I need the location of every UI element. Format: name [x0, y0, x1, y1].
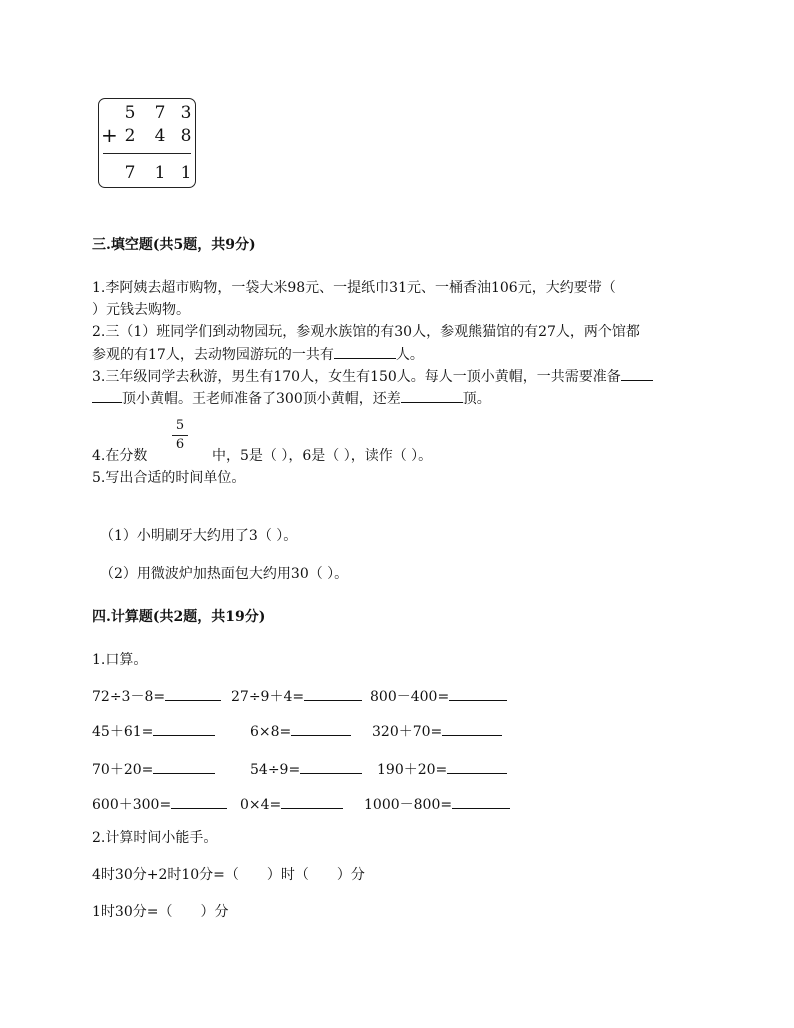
calc-item: 320＋70= — [372, 724, 443, 740]
calc-row — [250, 721, 351, 742]
answer-blank[interactable] — [153, 721, 215, 736]
fraction-bar — [172, 435, 188, 436]
q4-suffix: 中，5是（ ），6是（ ），读作（ ）。 — [212, 448, 433, 464]
addend2-digit-ones: 8 — [180, 126, 192, 146]
calc-q1: 1.口算。 — [92, 652, 148, 668]
q1-line1: 1.李阿姨去超市购物，一袋大米98元、一提纸巾31元、一桶香油106元，大约要带（ — [92, 280, 616, 296]
q2-line2-text: 参观的有17人，去动物园游玩的一共有 — [92, 347, 334, 363]
calc-row — [92, 759, 215, 780]
addend1-digit-tens: 7 — [154, 103, 166, 123]
answer-blank[interactable] — [171, 794, 227, 809]
calc-item: 54÷9= — [250, 762, 301, 778]
calc-q2-line2: 1时30分=（ ）分 — [92, 904, 229, 920]
calc-item: 45＋61= — [92, 724, 154, 740]
calc-q2: 2.计算时间小能手。 — [92, 830, 218, 846]
calc-row — [240, 794, 343, 815]
q2-line2-unit: 人。 — [395, 347, 424, 363]
answer-blank[interactable] — [447, 759, 507, 774]
plus-sign: + — [101, 123, 118, 147]
answer-blank[interactable] — [442, 721, 502, 736]
calc-row — [372, 721, 502, 742]
sum-digit-hundreds: 7 — [124, 163, 136, 183]
answer-blank[interactable] — [401, 388, 463, 403]
answer-blank[interactable] — [281, 794, 343, 809]
calc-item: 600＋300= — [92, 797, 172, 813]
addend1-digit-hundreds: 5 — [124, 103, 136, 123]
calc-item: 1000－800= — [364, 797, 453, 813]
addend2-digit-tens: 4 — [154, 126, 166, 146]
calc-item: 0×4= — [240, 797, 282, 813]
answer-blank[interactable] — [300, 759, 362, 774]
q2-line2 — [92, 344, 424, 365]
answer-blank[interactable] — [334, 344, 396, 359]
q5-sub1: （1）小明刷牙大约用了3（ ）。 — [100, 528, 298, 544]
calc-item: 6×8= — [250, 724, 292, 740]
q3-line2-text: 顶小黄帽。王老师准备了300顶小黄帽，还差 — [122, 391, 401, 407]
q3-line1 — [92, 366, 653, 387]
fraction-numerator: 5 — [175, 418, 185, 433]
answer-blank[interactable] — [452, 794, 510, 809]
fraction-denominator: 6 — [175, 437, 185, 452]
q3-line2-unit: 顶。 — [462, 391, 491, 407]
section4-heading: 四.计算题(共2题，共19分) — [92, 609, 266, 625]
q2-line1: 2.三（1）班同学们到动物园玩，参观水族馆的有30人，参观熊猫馆的有27人，两个馆都 — [92, 324, 640, 340]
q5: 5.写出合适的时间单位。 — [92, 470, 246, 486]
calc-row — [250, 759, 362, 780]
q5-sub2: （2）用微波炉加热面包大约用30（ ）。 — [100, 566, 349, 582]
calc-row — [92, 721, 215, 742]
answer-blank[interactable] — [92, 388, 122, 403]
calc-item: 190＋20= — [377, 762, 448, 778]
sum-digit-ones: 1 — [180, 163, 192, 183]
answer-blank[interactable] — [449, 686, 507, 701]
q4-prefix: 4.在分数 — [92, 448, 148, 464]
fraction-five-sixths — [172, 418, 188, 453]
vertical-addition-box — [98, 98, 196, 188]
answer-blank[interactable] — [304, 686, 362, 701]
q1-line2: ）元钱去购物。 — [92, 302, 190, 318]
answer-blank[interactable] — [621, 366, 653, 381]
answer-blank[interactable] — [291, 721, 351, 736]
sum-rule — [103, 153, 191, 154]
calc-row — [92, 686, 221, 707]
addend2-digit-hundreds: 2 — [124, 126, 136, 146]
answer-blank[interactable] — [153, 759, 215, 774]
calc-q2-line1: 4时30分+2时10分=（ ）时（ ）分 — [92, 867, 365, 883]
calc-row — [377, 759, 507, 780]
calc-row — [92, 794, 227, 815]
q3-line1-text: 3.三年级同学去秋游，男生有170人，女生有150人。每人一顶小黄帽，一共需要准备 — [92, 369, 621, 385]
calc-row — [364, 794, 510, 815]
addend1-digit-ones: 3 — [180, 103, 192, 123]
q3-line2 — [92, 388, 491, 409]
calc-item: 27÷9＋4= — [231, 689, 305, 705]
section3-heading: 三.填空题(共5题，共9分) — [92, 237, 256, 253]
calc-row — [370, 686, 507, 707]
sum-digit-tens: 1 — [154, 163, 166, 183]
calc-item: 800－400= — [370, 689, 450, 705]
calc-item: 72÷3－8= — [92, 689, 166, 705]
answer-blank[interactable] — [165, 686, 221, 701]
calc-row — [231, 686, 362, 707]
calc-item: 70＋20= — [92, 762, 154, 778]
